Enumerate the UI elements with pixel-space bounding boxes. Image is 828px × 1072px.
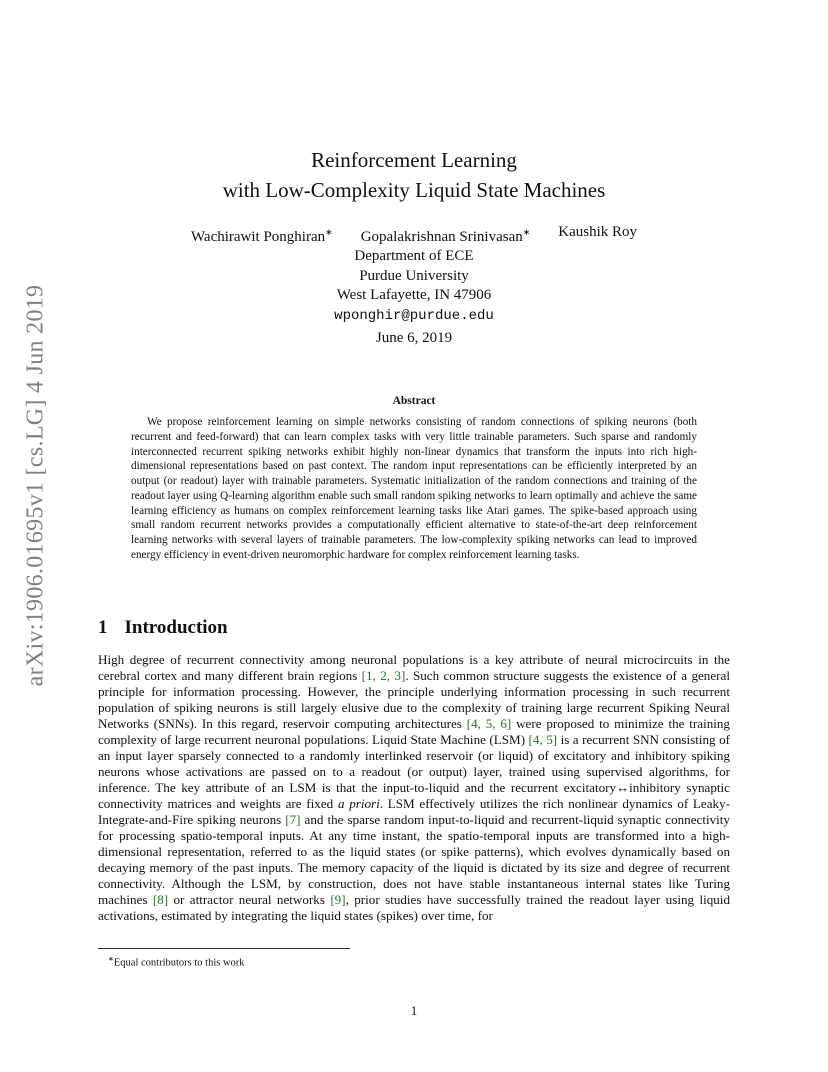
intro-text: High degree of recurrent connectivity among neuronal populations is a key attribute of neural microcircuits in the cerebral cortex and many different brain regions bbox=[98, 652, 730, 683]
citation-link[interactable]: [4, 5] bbox=[528, 732, 558, 747]
section-heading bbox=[98, 617, 228, 639]
author-1-name: Wachirawit Ponghiran bbox=[190, 229, 326, 245]
author-3-name: Kaushik Roy bbox=[558, 224, 638, 240]
footnote bbox=[108, 955, 245, 969]
department: Department of ECE bbox=[354, 248, 474, 264]
author-2-name: Gopalakrishnan Srinivasan bbox=[360, 229, 523, 245]
footnote-mark: ∗ bbox=[108, 955, 114, 963]
intro-text: , prior studies have successfully trained the readout layer using liquid activations, estimated by integrating the liquid states (spikes) over time, for bbox=[98, 892, 730, 923]
arxiv-identifier: arXiv:1906.01695v1 [cs.LG] 4 Jun 2019 bbox=[22, 284, 49, 686]
arxiv-watermark bbox=[14, 284, 58, 686]
title-line-1: Reinforcement Learning bbox=[311, 148, 517, 172]
author-2 bbox=[361, 222, 531, 247]
paper-title bbox=[0, 145, 828, 205]
page-number: 1 bbox=[410, 1003, 418, 1018]
introduction-paragraph bbox=[98, 652, 730, 924]
citation-link[interactable]: [4, 5, 6] bbox=[466, 716, 512, 731]
author-1-mark: ∗ bbox=[325, 227, 333, 237]
citation-link[interactable]: [9] bbox=[330, 892, 346, 907]
section-title: Introduction bbox=[124, 617, 228, 638]
footnote-text: Equal contributors to this work bbox=[113, 957, 245, 969]
citation-link[interactable]: [8] bbox=[152, 892, 169, 907]
author-list bbox=[0, 222, 828, 247]
intro-text: or attractor neural networks bbox=[168, 892, 331, 907]
abstract-text: We propose reinforcement learning on simple networks consisting of random connections of spiking neurons (both recurrent and feed-forward) that can learn complex tasks with very little trainable parameters. Such sparse and randomly interconnected recurrent spiking networks exhibit highly non-linear dynamics that transform the inputs into rich high-dimensional representations based on past context. The random input representations can be efficiently interpreted by an output (or readout) layer with trainable parameters. Systematic initialization of the random connections and training of the readout layer using Q-learning algorithm enable such small random spiking networks to learn optimally and achieve the same learning efficiency as humans on complex reinforcement learning tasks like Atari games. The spike-based approach using small random recurrent networks provides a computationally efficient alternative to state-of-the-art deep reinforcement learning networks with several layers of trainable parameters. The low-complexity spiking networks can lead to improved energy efficiency in event-driven neuromorphic hardware for complex reinforcement learning tasks. bbox=[131, 416, 697, 561]
author-1 bbox=[191, 222, 333, 247]
citation-link[interactable]: [1, 2, 3] bbox=[361, 668, 406, 683]
author-block bbox=[0, 222, 828, 326]
emphasis-text: a priori bbox=[337, 796, 380, 811]
intro-text: were proposed to minimize the training complexity of large recurrent neuronal populations. Liquid State Machine (LSM) bbox=[98, 716, 730, 747]
title-line-2: with Low-Complexity Liquid State Machines bbox=[222, 178, 606, 202]
citation-link[interactable]: [7] bbox=[285, 812, 301, 827]
location: West Lafayette, IN 47906 bbox=[336, 287, 492, 303]
intro-text: . LSM effectively utilizes the rich nonlinear dynamics of Leaky-Integrate-and-Fire spiking neurons bbox=[98, 796, 730, 827]
intro-text: is a recurrent SNN consisting of an input layer sparsely connected to a randomly interlinked reservoir (or liquid) of excitatory and inhibitory spiking neurons whose activations are passed on to a readout (or output) layer, trained using supervised algorithms, for inference. The key attribute of an LSM is that the input-to-liquid and the recurrent excitatory↔inhibitory synaptic connectivity matrices and weights are fixed bbox=[98, 732, 730, 811]
intro-text: and the sparse random input-to-liquid and recurrent-liquid synaptic connectivity for processing spatio-temporal inputs. At any time instant, the spatio-temporal inputs are transformed into a high-dimensional representation, referred to as the liquid states (or spike patterns), which evolves dynamically based on decaying memory of the past inputs. The memory capacity of the liquid is dictated by its size and degree of recurrent connectivity. Although the LSM, by construction, does not have stable instantaneous internal states like Turing machines bbox=[98, 812, 730, 907]
email-address[interactable]: wponghir@purdue.edu bbox=[334, 307, 494, 324]
paper-date: June 6, 2019 bbox=[375, 330, 453, 346]
section-number: 1 bbox=[98, 617, 108, 638]
footnote-rule bbox=[98, 948, 350, 949]
university: Purdue University bbox=[359, 267, 469, 284]
intro-text: . Such common structure suggests the existence of a general principle for information processing. However, the principle underlying information processing in such recurrent population of spiking neurons is still largely elusive due to the complexity of training large recurrent Spiking Neural Networks (SNNs). In this regard, reservoir computing architectures bbox=[98, 668, 730, 731]
abstract-heading: Abstract bbox=[392, 395, 436, 407]
author-3 bbox=[558, 222, 637, 247]
author-2-mark: ∗ bbox=[522, 227, 531, 237]
